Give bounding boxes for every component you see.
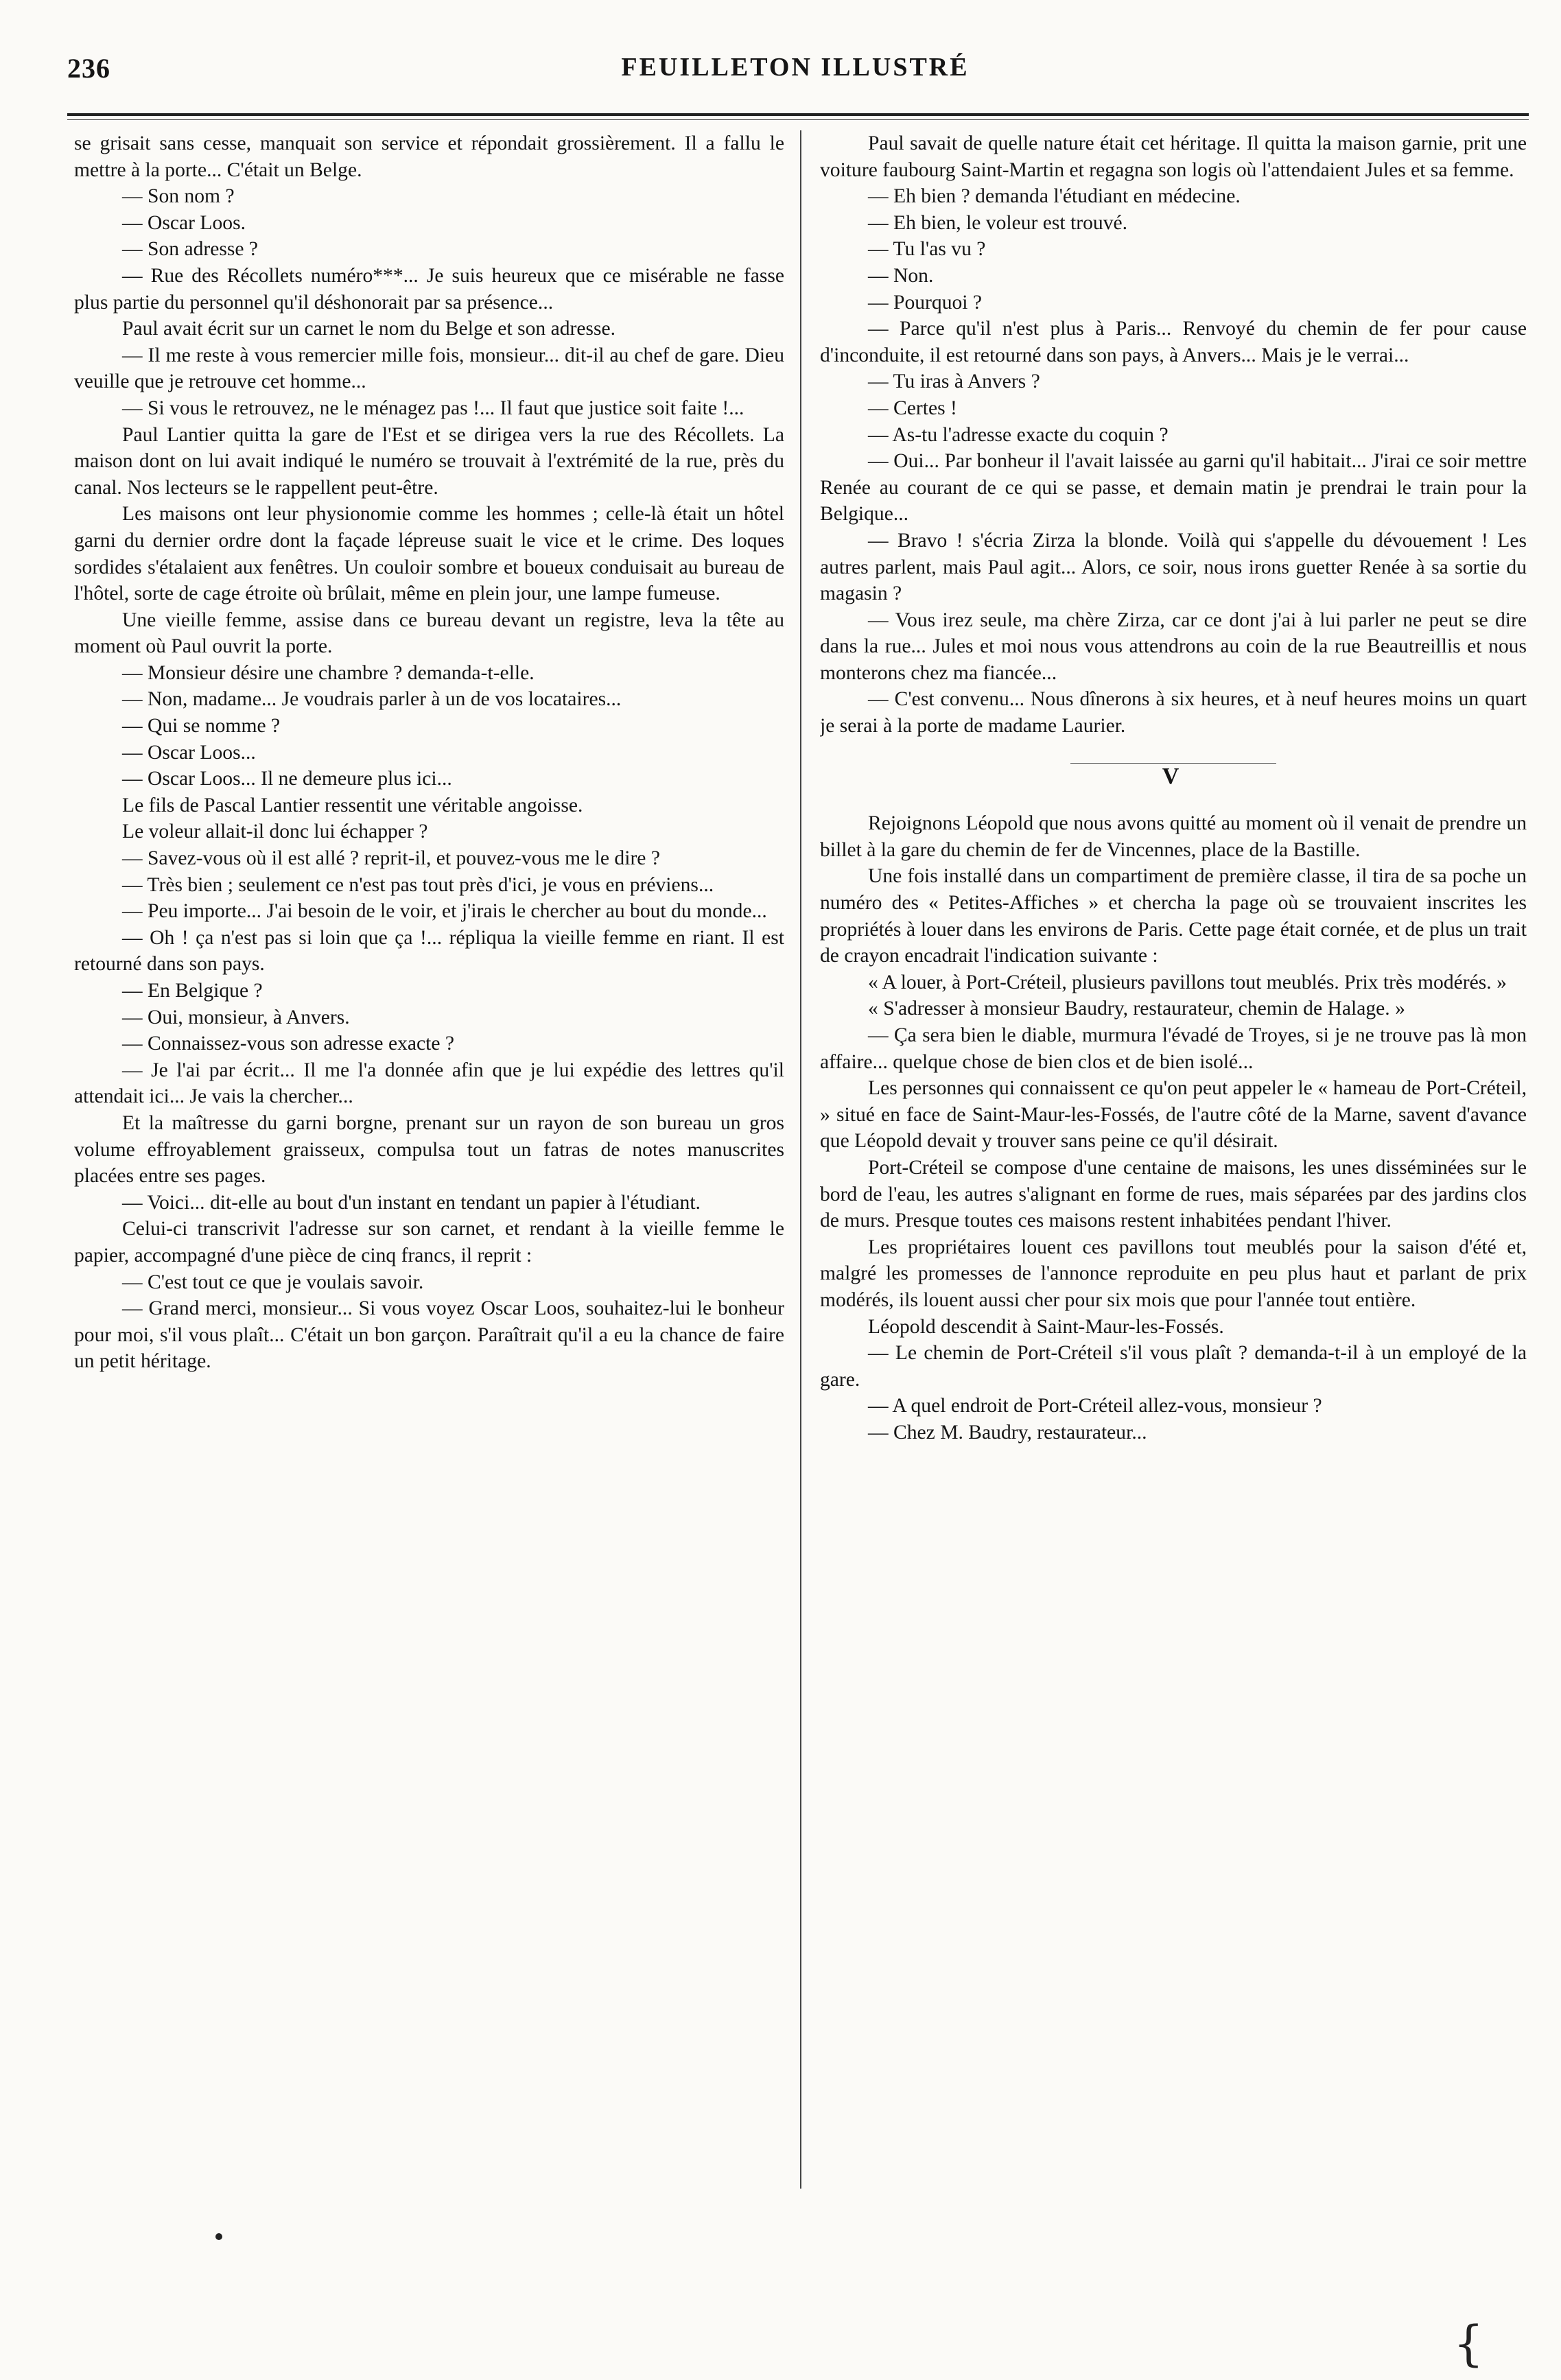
paragraph: — Son adresse ? (122, 238, 259, 261)
paragraph: — Non. (868, 264, 934, 287)
paragraph: — Si vous le retrouvez, ne le ménagez pas !... Il faut que justice soit faite !... (122, 397, 744, 419)
paragraph: — Il me reste à vous remercier mille fois, monsieur... dit-il au chef de gare. Dieu veuille que je retrouve cet homme... (74, 344, 784, 393)
paragraph: — C'est convenu... Nous dînerons à six heures, et à neuf heures moins un quart je serai à la porte de madame Laurier. (820, 688, 1527, 738)
paragraph: Les personnes qui connaissent ce qu'on peut appeler le « hameau de Port-Créteil, » situé en face de Saint-Maur-les-Fossés, de l'autre côté de la Marne, savent d'avance que Léopold devait y trouver sans peine ce qu'il désirait. (820, 1077, 1527, 1153)
header-rule-thin (67, 119, 1529, 120)
paragraph: — C'est tout ce que je voulais savoir. (122, 1271, 424, 1293)
paragraph: Léopold descendit à Saint-Maur-les-Fossés. (868, 1315, 1224, 1338)
section-mark: V (1162, 763, 1185, 789)
paragraph: — Chez M. Baudry, restaurateur... (868, 1421, 1147, 1444)
paragraph: — Oui... Par bonheur il l'avait laissée au garni qu'il habitait... J'irai ce soir mettre Renée au courant de ce qui se passe, et demain matin je prendrai le train pour la Belgique... (820, 450, 1527, 526)
paragraph: — Oh ! ça n'est pas si loin que ça !... répliqua la vieille femme en riant. Il est retourné dans son pays. (74, 926, 784, 976)
paragraph: — A quel endroit de Port-Créteil allez-vous, monsieur ? (868, 1395, 1322, 1417)
paragraph: — Vous irez seule, ma chère Zirza, car ce dont j'ai à lui parler ne peut se dire dans la rue... Jules et moi nous vous attendrons au coin de la rue Beautreillis et nous monterons chez ma fiancée... (820, 609, 1527, 684)
paragraph: — Tu l'as vu ? (868, 238, 986, 261)
paragraph: Le fils de Pascal Lantier ressentit une véritable angoisse. (122, 794, 583, 816)
paragraph: Rejoignons Léopold que nous avons quitté au moment où il venait de prendre un billet à la gare du chemin de fer de Vincennes, place de la Bastille. (820, 812, 1527, 861)
paragraph: — Savez-vous où il est allé ? reprit-il, et pouvez-vous me le dire ? (122, 847, 660, 870)
paragraph: — Connaissez-vous son adresse exacte ? (122, 1033, 455, 1055)
paragraph: — Ça sera bien le diable, murmura l'évadé de Troyes, si je ne trouve pas là mon affaire... quelque chose de bien clos et de bien isolé... (820, 1024, 1527, 1073)
right-column (820, 130, 1527, 2216)
column-divider (800, 130, 801, 2189)
paragraph: Celui-ci transcrivit l'adresse sur son carnet, et rendant à la vieille femme le papier, accompagné d'une pièce de cinq francs, il reprit : (74, 1218, 784, 1266)
paragraph: — Oscar Loos. (122, 211, 246, 234)
paragraph: — Son nom ? (122, 185, 235, 208)
right-column-text-part1 (820, 130, 1527, 740)
paragraph: — Eh bien, le voleur est trouvé. (868, 211, 1128, 234)
paragraph: — Voici... dit-elle au bout d'un instant en tendant un papier à l'étudiant. (122, 1191, 701, 1214)
paragraph: Et la maîtresse du garni borgne, prenant sur un rayon de son bureau un gros volume effroyablement graisseux, compulsa tout un fatras de notes manuscrites placées entre ses pages. (74, 1111, 784, 1188)
section-break (820, 763, 1527, 790)
paragraph: — En Belgique ? (122, 980, 263, 1002)
paragraph: Les propriétaires louent ces pavillons tout meublés pour la saison d'été et, malgré les promesses de l'annonce reproduite en peu plus haut et parlant de prix modérés, ils louent aussi cher pour six mois que pour l'année tout entière. (820, 1236, 1527, 1311)
right-column-text-part2 (820, 810, 1527, 1446)
paragraph: Une vieille femme, assise dans ce bureau devant un registre, leva la tête au moment où Paul ouvrit la porte. (74, 609, 784, 658)
paragraph: Les maisons ont leur physionomie comme les hommes ; celle-là était un hôtel garni du dernier ordre dont la façade lépreuse suait le vice et le crime. Des loques sordides s'étalaient aux fenêtres. Un couloir sombre et boueux conduisait au bureau de l'hôtel, sorte de cage étroite où brûlait, même en plein jour, une lampe fumeuse. (74, 503, 784, 605)
paragraph: se grisait sans cesse, manquait son service et répondait grossièrement. Il a fallu le mettre à la porte... C'était un Belge. (74, 132, 784, 181)
paragraph: — Je l'ai par écrit... Il me l'a donnée afin que je lui expédie des lettres qu'il attendait ici... Je vais la chercher... (74, 1059, 784, 1108)
margin-bracket-mark: { (1453, 2316, 1484, 2372)
paragraph: — Oscar Loos... (122, 741, 256, 764)
header-rule (67, 113, 1529, 116)
paragraph: — Bravo ! s'écria Zirza la blonde. Voilà qui s'appelle du dévouement ! Les autres parlent, mais Paul agit... Alors, ce soir, nous irons guetter Renée à sa sortie du magasin ? (820, 529, 1527, 605)
paragraph: — Qui se nomme ? (122, 715, 281, 738)
paragraph: Paul savait de quelle nature était cet héritage. Il quitta la maison garnie, prit une voiture faubourg Saint-Martin et regagna son logis où l'attendaient Jules et sa femme. (820, 132, 1527, 181)
paragraph: Une fois installé dans un compartiment de première classe, il tira de sa poche un numéro des « Petites-Affiches » et chercha la page où se trouvaient inscrites les propriétés à louer dans les environs de Paris. Cette page était cornée, et de plus un trait de crayon encadrait l'indication suivante : (820, 865, 1527, 967)
paragraph: « S'adresser à monsieur Baudry, restaurateur, chemin de Halage. » (868, 998, 1405, 1020)
paragraph: Paul Lantier quitta la gare de l'Est et se dirigea vers la rue des Récollets. La maison dont on lui avait indiqué le numéro se trouvait à l'extrémité de la rue, près du canal. Nos lecteurs se le rappellent peut-être. (74, 423, 784, 499)
page-number: 236 (67, 53, 110, 84)
paragraph: — Oscar Loos... Il ne demeure plus ici... (122, 768, 452, 790)
paragraph: — Rue des Récollets numéro***... Je suis heureux que ce misérable ne fasse plus partie du personnel qu'il déshonorait par sa présence... (74, 264, 784, 314)
paragraph: — Non, madame... Je voudrais parler à un de vos locataires... (122, 688, 622, 711)
paragraph: — Certes ! (868, 397, 957, 419)
paragraph: — Parce qu'il n'est plus à Paris... Renvoyé du chemin de fer pour cause d'inconduite, il est retourné dans son pays, à Anvers... Mais je le verrai... (820, 318, 1527, 366)
paragraph: Le voleur allait-il donc lui échapper ? (122, 821, 428, 843)
paragraph: « A louer, à Port-Créteil, plusieurs pavillons tout meublés. Prix très modérés. » (868, 971, 1507, 993)
paragraph: — Tu iras à Anvers ? (868, 370, 1040, 393)
paragraph: Paul avait écrit sur un carnet le nom du Belge et son adresse. (122, 318, 616, 340)
paragraph: — Pourquoi ? (868, 291, 983, 314)
paragraph: — Très bien ; seulement ce n'est pas tout près d'ici, je vous en préviens... (122, 873, 714, 896)
running-title: FEUILLETON ILLUSTRÉ (621, 53, 970, 82)
paragraph: — Grand merci, monsieur... Si vous voyez Oscar Loos, souhaitez-lui le bonheur pour moi, s'il vous plaît... C'était un bon garçon. Paraîtrait qu'il a eu la chance de faire un petit héritage. (74, 1297, 784, 1373)
paragraph: — As-tu l'adresse exacte du coquin ? (868, 423, 1169, 446)
left-column (74, 130, 784, 2216)
page-header (67, 52, 1523, 93)
paragraph: — Oui, monsieur, à Anvers. (122, 1006, 350, 1028)
paragraph: Port-Créteil se compose d'une centaine de maisons, les unes disséminées sur le bord de l'eau, les autres s'alignant en forme de rues, mais séparées par des jardins clos de murs. Presque toutes ces maisons restent inhabitées pendant l'hiver. (820, 1156, 1527, 1232)
paragraph: — Peu importe... J'ai besoin de le voir, et j'irais le chercher au bout du monde... (122, 900, 767, 923)
ink-dot (215, 2233, 222, 2240)
paragraph: — Eh bien ? demanda l'étudiant en médecine. (868, 185, 1241, 208)
paragraph: — Monsieur désire une chambre ? demanda-t-elle. (122, 661, 535, 684)
paragraph: — Le chemin de Port-Créteil s'il vous plaît ? demanda-t-il à un employé de la gare. (820, 1342, 1527, 1391)
